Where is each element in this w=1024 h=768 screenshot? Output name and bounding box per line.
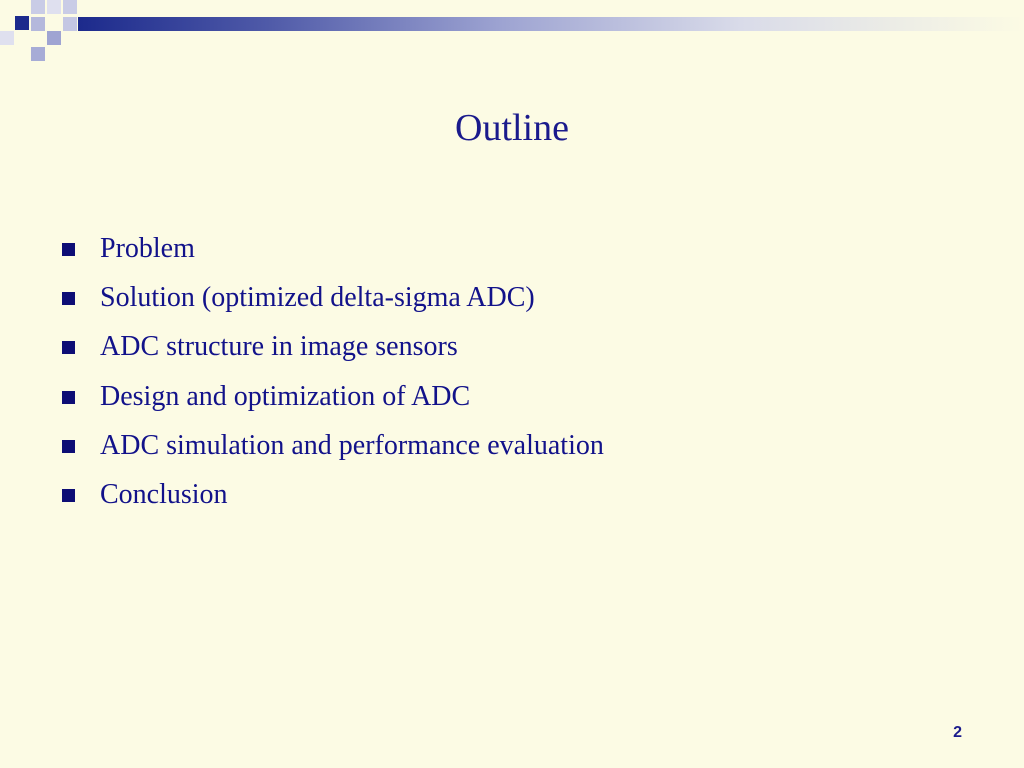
bullet-list bbox=[62, 229, 604, 524]
square-bullet-icon bbox=[62, 341, 75, 354]
bullet-text: Conclusion bbox=[100, 478, 228, 510]
list-item bbox=[62, 327, 604, 376]
deco-square bbox=[63, 17, 77, 31]
list-item bbox=[62, 229, 604, 278]
square-bullet-icon bbox=[62, 292, 75, 305]
deco-square bbox=[31, 17, 45, 31]
square-bullet-icon bbox=[62, 391, 75, 404]
bullet-text: ADC simulation and performance evaluation bbox=[100, 429, 604, 461]
header-gradient-bar bbox=[78, 17, 1024, 31]
deco-square bbox=[47, 31, 61, 45]
square-bullet-icon bbox=[62, 440, 75, 453]
page-number: 2 bbox=[953, 724, 962, 741]
list-item bbox=[62, 475, 604, 524]
deco-square bbox=[15, 16, 29, 30]
square-bullet-icon bbox=[62, 243, 75, 256]
list-item bbox=[62, 278, 604, 327]
deco-square bbox=[47, 0, 61, 14]
deco-square bbox=[31, 0, 45, 14]
bullet-text: Design and optimization of ADC bbox=[100, 380, 471, 412]
bullet-text: Problem bbox=[100, 233, 195, 264]
deco-square bbox=[0, 31, 14, 45]
deco-square bbox=[63, 0, 77, 14]
list-item bbox=[62, 377, 604, 426]
deco-square bbox=[31, 47, 45, 61]
list-item bbox=[62, 426, 604, 475]
slide-title: Outline bbox=[455, 107, 569, 149]
bullet-text: ADC structure in image sensors bbox=[100, 331, 458, 363]
bullet-text: Solution (optimized delta-sigma ADC) bbox=[100, 282, 535, 314]
square-bullet-icon bbox=[62, 489, 75, 502]
